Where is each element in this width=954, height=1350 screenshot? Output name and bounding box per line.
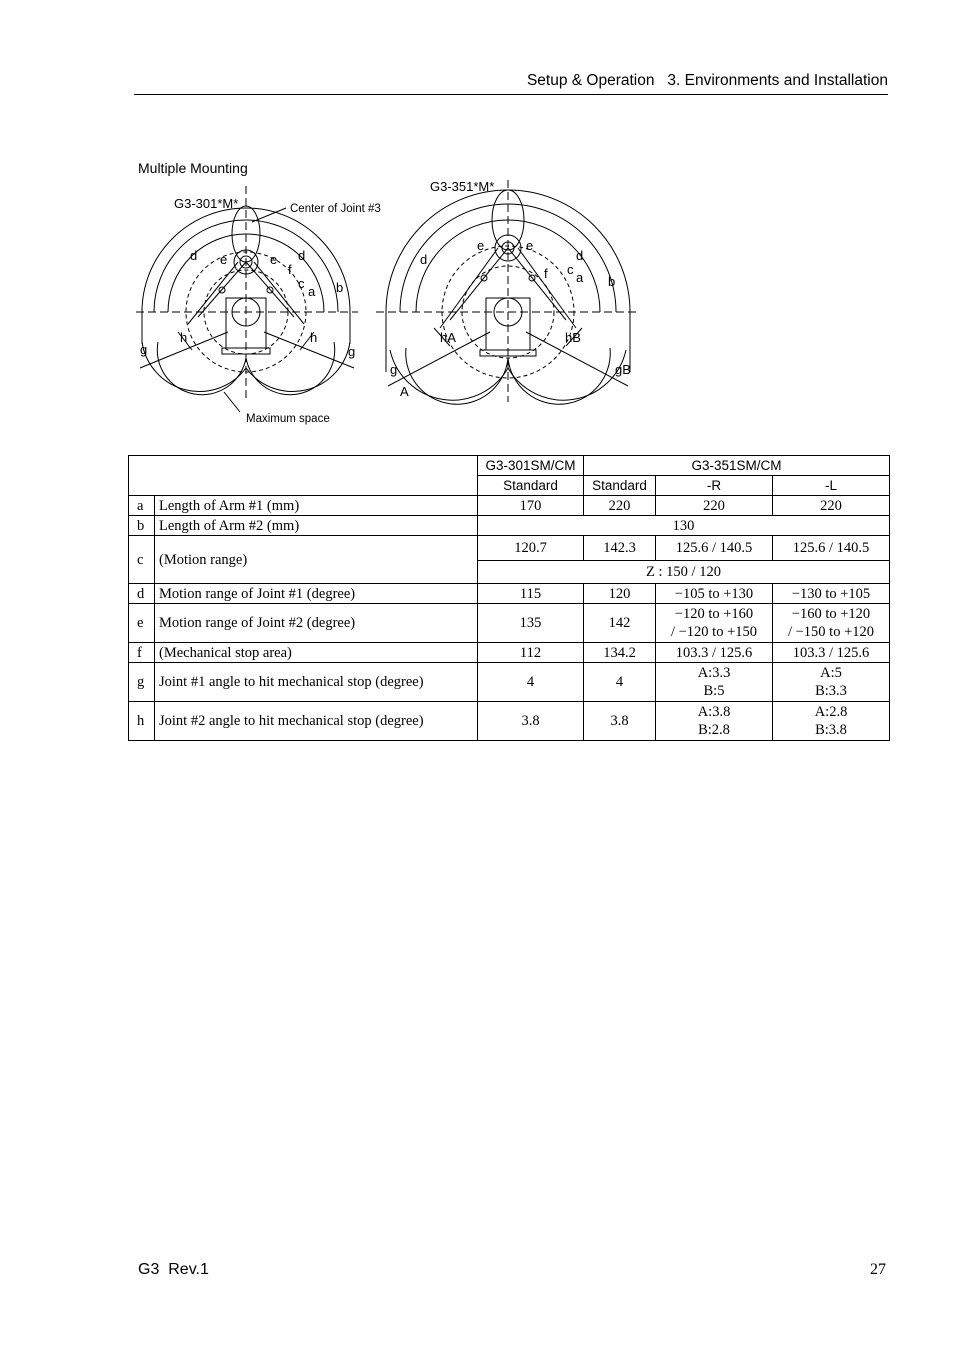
subheader: Standard (584, 476, 656, 496)
left-robot-diagram (136, 186, 358, 412)
cell-line: B:3.3 (815, 683, 847, 699)
label-f: f (288, 262, 292, 277)
row-desc: Joint #2 angle to hit mechanical stop (degree) (155, 702, 478, 741)
cell: 170 (478, 496, 584, 516)
cell-line: A:3.3 (697, 665, 731, 681)
label-hB: hB (565, 330, 581, 345)
cell: 103.3 / 125.6 (773, 643, 890, 663)
cell: 220 (656, 496, 773, 516)
label-a: a (308, 284, 316, 299)
row-key: h (129, 702, 155, 741)
label-c: c (298, 276, 305, 291)
cell: 220 (773, 496, 890, 516)
cell: 4 (478, 663, 584, 702)
cell (773, 702, 890, 741)
cell: 120.7 (478, 536, 584, 561)
row-key: d (129, 584, 155, 604)
label-d: d (420, 252, 428, 267)
header-title: Setup & Operation 3. Environments and Installation (526, 72, 888, 89)
cell: 120 (584, 584, 656, 604)
row-key: a (129, 496, 155, 516)
label-hA: hA (440, 330, 456, 345)
max-space-label: Maximum space (246, 413, 330, 425)
label-h: h (310, 330, 318, 345)
label-gB: gB (615, 362, 631, 377)
center-joint-label: Center of Joint #3 (290, 203, 381, 215)
cell: Z : 150 / 120 (478, 561, 890, 584)
row-desc: Length of Arm #1 (mm) (155, 496, 478, 516)
cell: 112 (478, 643, 584, 663)
subheader: -L (773, 476, 890, 496)
label-g: g (348, 344, 356, 359)
cell (656, 702, 773, 741)
label-d: d (298, 248, 306, 263)
label-e: e (270, 252, 278, 267)
right-robot-diagram (376, 180, 638, 404)
label-e: e (477, 238, 485, 253)
cell-line: / −120 to +150 (670, 624, 758, 640)
cell-line: / −150 to +120 (787, 624, 875, 640)
cell (773, 663, 890, 702)
page-number: 27 (870, 1261, 886, 1278)
cell (773, 604, 890, 643)
cell-line: A:2.8 (814, 704, 848, 720)
row-key: g (129, 663, 155, 702)
section-title: Multiple Mounting (138, 160, 248, 176)
mounting-diagram (128, 172, 648, 434)
row-key: b (129, 516, 155, 536)
label-f: f (544, 266, 548, 281)
cell (656, 663, 773, 702)
table-row (129, 643, 890, 663)
cell: 3.8 (478, 702, 584, 741)
row-desc: Length of Arm #2 (mm) (155, 516, 478, 536)
cell: −130 to +105 (773, 584, 890, 604)
label-b: b (608, 274, 616, 289)
row-key: e (129, 604, 155, 643)
cell-line: B:3.8 (815, 722, 847, 738)
row-desc: Joint #1 angle to hit mechanical stop (degree) (155, 663, 478, 702)
row-key: f (129, 643, 155, 663)
subheader: -R (656, 476, 773, 496)
row-desc: (Mechanical stop area) (155, 643, 478, 663)
footer-revision: G3 Rev.1 (138, 1261, 209, 1278)
table-header-row (129, 456, 890, 476)
left-model-label: G3-301*M* (174, 196, 239, 211)
cell: 142 (584, 604, 656, 643)
cell: 135 (478, 604, 584, 643)
cell-line: A:5 (820, 665, 842, 681)
label-b: b (336, 280, 344, 295)
label-e: e (526, 238, 534, 253)
subheader: Standard (478, 476, 584, 496)
label-d: d (576, 248, 584, 263)
cell-line: A:3.8 (697, 704, 731, 720)
cell-line: −160 to +120 (791, 606, 871, 622)
row-desc: Motion range of Joint #2 (degree) (155, 604, 478, 643)
cell: 125.6 / 140.5 (656, 536, 773, 561)
row-desc: Motion range of Joint #1 (degree) (155, 584, 478, 604)
cell: 130 (478, 516, 890, 536)
label-g: g (390, 362, 398, 377)
label-g: g (140, 342, 148, 357)
header-model-301: G3-301SM/CM (478, 456, 584, 476)
cell: −105 to +130 (656, 584, 773, 604)
cell: 4 (584, 663, 656, 702)
cell: 115 (478, 584, 584, 604)
cell-line: B:2.8 (698, 722, 730, 738)
label-e: e (220, 252, 228, 267)
cell: 125.6 / 140.5 (773, 536, 890, 561)
table-row (129, 584, 890, 604)
table-row (129, 516, 890, 536)
cell: 103.3 / 125.6 (656, 643, 773, 663)
cell: 142.3 (584, 536, 656, 561)
label-c: c (567, 262, 574, 277)
spec-table (128, 455, 890, 741)
table-row (129, 663, 890, 702)
row-desc: (Motion range) (155, 536, 478, 584)
label-h: h (180, 330, 188, 345)
table-row (129, 702, 890, 741)
label-d: d (190, 248, 198, 263)
page-header (134, 72, 888, 95)
cell: 220 (584, 496, 656, 516)
row-key: c (129, 536, 155, 584)
header-blank (129, 456, 478, 496)
cell: 3.8 (584, 702, 656, 741)
cell-line: −120 to +160 (674, 606, 754, 622)
table-row (129, 496, 890, 516)
table-row (129, 604, 890, 643)
table-row (129, 536, 890, 561)
label-a: a (576, 270, 584, 285)
cell-line: B:5 (703, 683, 725, 699)
header-model-351: G3-351SM/CM (584, 456, 890, 476)
label-A: A (400, 384, 409, 399)
right-model-label: G3-351*M* (430, 179, 495, 194)
cell (656, 604, 773, 643)
cell: 134.2 (584, 643, 656, 663)
